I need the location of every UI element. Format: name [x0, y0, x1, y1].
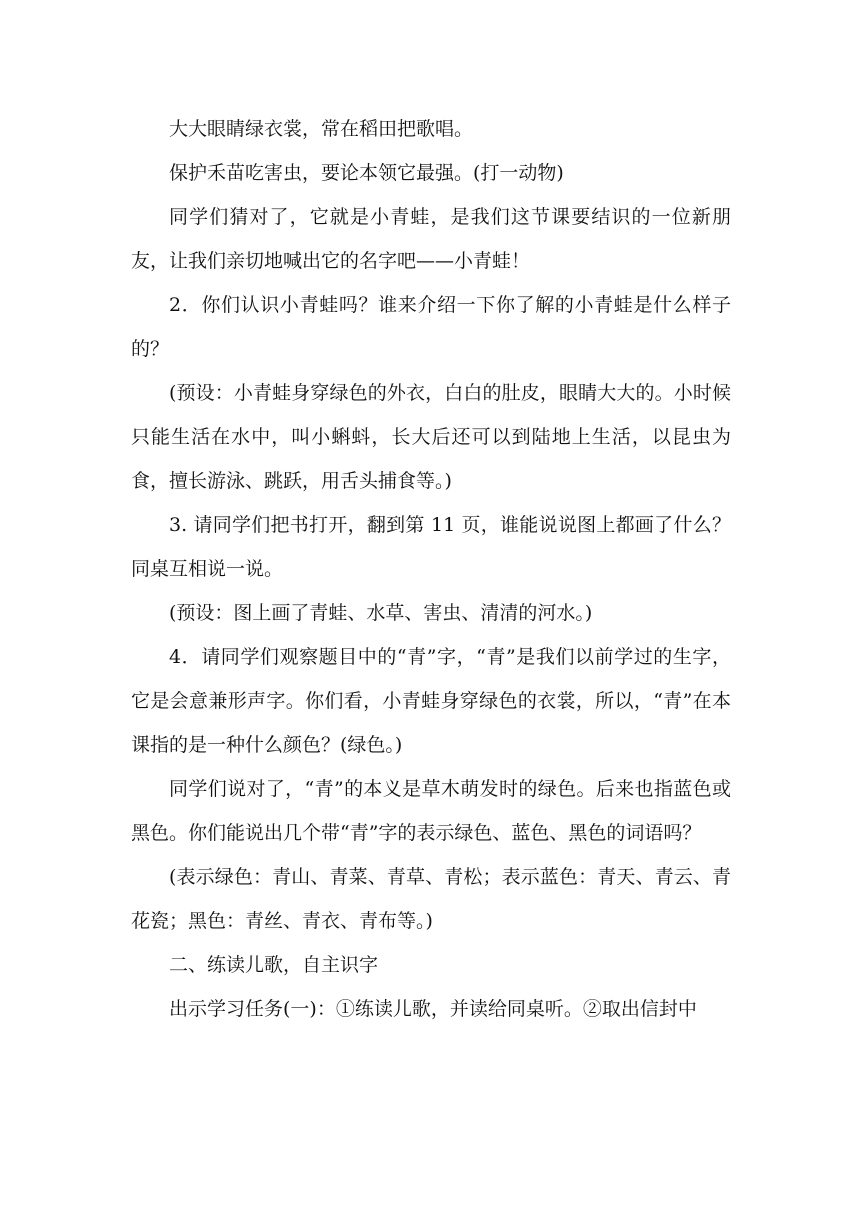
document-page — [131, 107, 731, 1031]
paragraph-learning-task-1: 出示学习任务(一)：①练读儿歌，并读给同桌听。②取出信封中 — [169, 998, 697, 1020]
paragraph-riddle-line-2: 保护禾苗吃害虫，要论本领它最强。(打一动物) — [169, 162, 564, 184]
paragraph-preset-picture: (预设：图上画了青蛙、水草、害虫、清清的河水。) — [169, 602, 593, 624]
section-heading-2: 二、练读儿歌，自主识字 — [169, 954, 379, 976]
paragraph-answer-frog: 同学们猜对了，它就是小青蛙，是我们这节课要结识的一位新朋友，让我们亲切地喊出它的名字吧——小青蛙！ — [131, 206, 731, 272]
paragraph-riddle-line-1: 大大眼睛绿衣裳，常在稻田把歌唱。 — [169, 118, 474, 140]
paragraph-meaning-of-qing: 同学们说对了，“青”的本义是草木萌发时的绿色。后来也指蓝色或黑色。你们能说出几个带“青”字的表示绿色、蓝色、黑色的词语吗？ — [131, 778, 731, 844]
paragraph-question-4: 4．请同学们观察题目中的“青”字，“青”是我们以前学过的生字，它是会意兼形声字。你们看，小青蛙身穿绿色的衣裳，所以，“青”在本课指的是一种什么颜色？(绿色。) — [131, 646, 731, 756]
paragraph-preset-qing-words: (表示绿色：青山、青菜、青草、青松；表示蓝色：青天、青云、青花瓷；黑色：青丝、青衣、青布等。) — [131, 866, 731, 932]
paragraph-question-3: 3. 请同学们把书打开，翻到第 11 页，谁能说说图上都画了什么？同桌互相说一说。 — [131, 514, 731, 580]
paragraph-question-2: 2．你们认识小青蛙吗？谁来介绍一下你了解的小青蛙是什么样子的？ — [131, 294, 731, 360]
paragraph-preset-frog-description: (预设：小青蛙身穿绿色的外衣，白白的肚皮，眼睛大大的。小时候只能生活在水中，叫小蝌蚪，长大后还可以到陆地上生活，以昆虫为食，擅长游泳、跳跃，用舌头捕食等。) — [131, 382, 731, 492]
